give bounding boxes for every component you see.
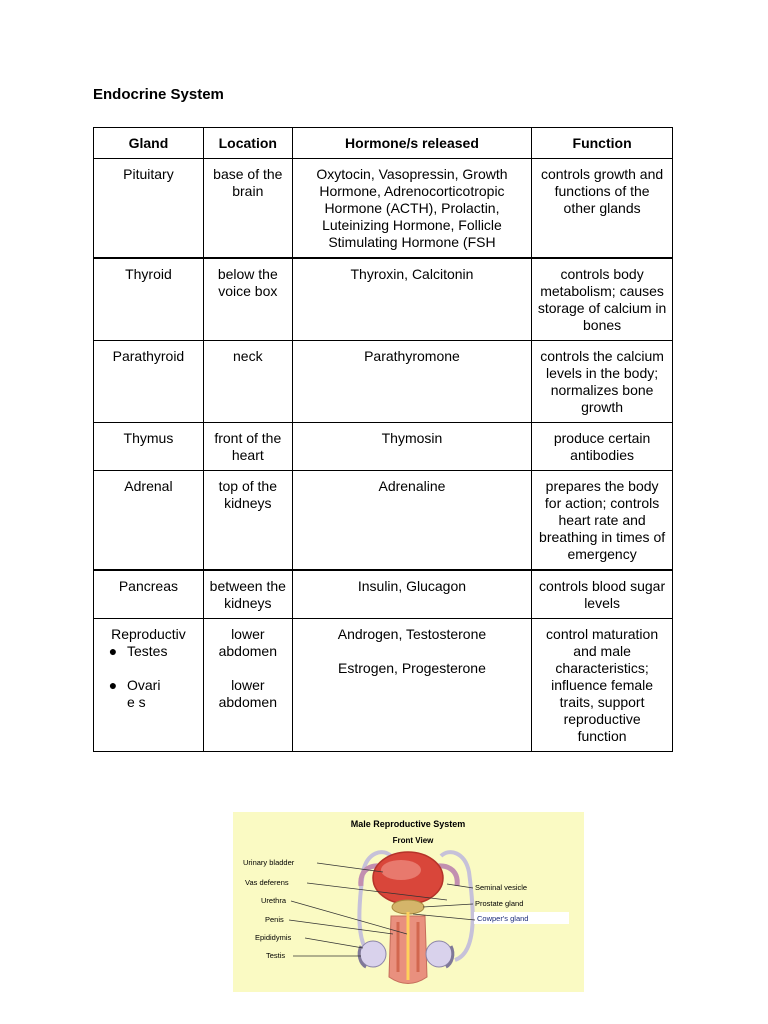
label-penis: Penis: [265, 915, 284, 924]
hormones-cell: Insulin, Glucagon: [292, 570, 531, 619]
prostate-shape: [392, 900, 424, 914]
table-row-reproductive: [94, 619, 673, 752]
testis-right-shape: [426, 941, 452, 967]
sub-gland-label: Testes: [127, 643, 168, 659]
function-cell: controls growth and functions of the other glands: [532, 159, 673, 259]
table-row: [94, 258, 673, 341]
leader-line: [305, 938, 363, 948]
label-epididymis: Epididymis: [255, 933, 292, 942]
gland-cell: Parathyroid: [94, 341, 204, 423]
location-cell: below the voice box: [203, 258, 292, 341]
label-prostate-gland: Prostate gland: [475, 899, 524, 908]
gland-cell: Thyroid: [94, 258, 204, 341]
sub-gland-testes: [99, 643, 198, 660]
location-ovaries: lower abdomen: [218, 677, 277, 710]
label-cowpers-gland: Cowper's gland: [477, 914, 529, 923]
hormones-cell: Parathyromone: [292, 341, 531, 423]
hormones-cell: Adrenaline: [292, 471, 531, 571]
gland-cell: [94, 619, 204, 752]
label-vas-deferens: Vas deferens: [245, 878, 289, 887]
table-row: [94, 423, 673, 471]
figure-title: Male Reproductive System: [350, 819, 466, 829]
function-cell: controls the calcium levels in the body; normalizes bone growth: [532, 341, 673, 423]
table-row: [94, 159, 673, 259]
function-cell: control maturation and male characteristics; influence female traits, support reproductive function: [532, 619, 673, 752]
gland-cell: Pancreas: [94, 570, 204, 619]
anatomy-illustration: [233, 812, 584, 992]
location-cell: between the kidneys: [203, 570, 292, 619]
gland-reproductive-label: Reproductiv: [111, 626, 186, 642]
header-function: Function: [532, 128, 673, 159]
function-cell: controls blood sugar levels: [532, 570, 673, 619]
testis-left-shape: [360, 941, 386, 967]
leader-line: [291, 901, 407, 934]
hormones-testes: Androgen, Testosterone: [337, 626, 487, 642]
label-seminal-vesicle: Seminal vesicle: [475, 883, 528, 892]
bullet-icon: ●: [108, 677, 118, 693]
gland-cell: Pituitary: [94, 159, 204, 259]
table-header-row: [94, 128, 673, 159]
table-row: [94, 471, 673, 571]
function-cell: controls body metabolism; causes storage of calcium in bones: [532, 258, 673, 341]
function-cell: produce certain antibodies: [532, 423, 673, 471]
location-cell: base of the brain: [203, 159, 292, 259]
label-urethra: Urethra: [261, 896, 287, 905]
hormones-cell: [292, 619, 531, 752]
hormones-cell: Thymosin: [292, 423, 531, 471]
function-cell: prepares the body for action; controls heart rate and breathing in times of emergency: [532, 471, 673, 571]
location-cell: neck: [203, 341, 292, 423]
table-row: [94, 341, 673, 423]
leader-line: [289, 920, 393, 934]
header-location: Location: [203, 128, 292, 159]
page-title: Endocrine System: [93, 86, 224, 103]
endocrine-table: [93, 127, 673, 752]
hormones-ovaries: Estrogen, Progesterone: [338, 660, 486, 676]
label-urinary-bladder: Urinary bladder: [243, 858, 295, 867]
sub-gland-ovaries: [99, 677, 198, 711]
bladder-highlight-shape: [381, 860, 421, 880]
location-testes: lower abdomen: [218, 626, 277, 659]
label-testis: Testis: [266, 951, 286, 960]
hormones-cell: Oxytocin, Vasopressin, Growth Hormone, Adrenocorticotropic Hormone (ACTH), Prolactin, Luteinizing Hormone, Follicle Stimulating Hormone (FSH: [292, 159, 531, 259]
gland-cell: Thymus: [94, 423, 204, 471]
location-cell: front of the heart: [203, 423, 292, 471]
gland-cell: Adrenal: [94, 471, 204, 571]
bullet-icon: ●: [108, 643, 118, 659]
hormones-cell: Thyroxin, Calcitonin: [292, 258, 531, 341]
table-row: [94, 570, 673, 619]
location-cell: top of the kidneys: [203, 471, 292, 571]
figure-subtitle: Front View: [392, 836, 434, 845]
location-cell: [203, 619, 292, 752]
header-gland: Gland: [94, 128, 204, 159]
leader-line: [423, 904, 473, 907]
sub-gland-label: Ovarie s: [127, 677, 161, 710]
male-reproductive-diagram: [233, 812, 584, 992]
header-hormones: Hormone/s released: [292, 128, 531, 159]
